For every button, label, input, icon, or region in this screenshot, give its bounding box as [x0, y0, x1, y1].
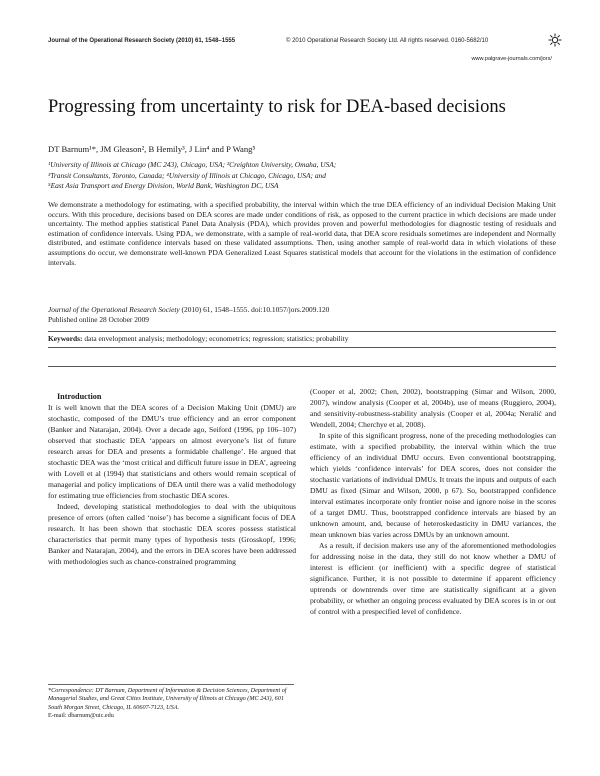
journal-citation-header: Journal of the Operational Research Society (2010) 61, 1548–1555	[48, 38, 236, 44]
body-paragraph: (Cooper et al, 2002; Chen, 2002), bootstrapping (Simar and Wilson, 2000, 2007), window analysis (Cooper et al, 2004b), use of means (Ruggiero, 2004), and sensitivity-robustness-stability analysis (Cooper et al, 2004a; Neralić and Wendell, 2004; Cherchye et al, 2008).	[310, 387, 556, 429]
author-list: DT Barnum¹*, JM Gleason², B Hemily³, J Lin⁴ and P Wang⁵	[48, 144, 256, 154]
correspondence-footnote	[48, 687, 294, 721]
correspondence-text: *Correspondence: DT Barnum, Department of Information & Decision Sciences, Department of Managerial Studies, and Great Cities Institute, University of Illinois at Chicago (MC 243), 601 South Morgan Street, Chicago, IL 60607-7123, USA.	[48, 687, 287, 711]
body-paragraph: In spite of this significant progress, none of the preceding methodologies can estimate, with a specified probability, the interval within which the true efficiency of an individual DMU occurs. Even conventional bootstrapping, which yields ‘confidence intervals’ for DEA scores, does not consider the stochastic variations of individual DMUs. It treats the inputs and outputs of each DMU as fixed (Simar and Wilson, 2000, p 67). So, bootstrapped confidence interval estimates incorporate only frontier noise and ignore noise in the scores of a target DMU. Thus, bootstrapped confidence intervals are biased by an unknown amount, and, because of heteroskedasticity in DMU variances, the mean unknown bias varies across DMUs by an unknown amount.	[310, 431, 556, 539]
keywords	[48, 334, 556, 343]
section-heading-introduction: Introduction	[57, 392, 102, 401]
citation-details[interactable]: (2010) 61, 1548–1555. doi:10.1057/jors.2009.120	[179, 305, 330, 314]
footnote-divider	[48, 684, 294, 685]
affiliation-line: ³Transit Consultants, Toronto, Canada; ⁴University of Illinois at Chicago, Chicago, USA; and	[48, 170, 326, 180]
article-title: Progressing from uncertainty to risk for DEA-based decisions	[48, 97, 506, 117]
divider	[48, 347, 556, 348]
body-paragraph: As a result, if decision makers use any of the aforementioned methodologies for addressing noise in the data, they still do not know whether a DMU of interest is efficient (or inefficient) with a specific degree of statistical significance. Further, it is not possible to determine if apparent efficiency uptrends or downtrends over time are statistically significant at a given probability, or whether an ongoing process evaluated by DEA scores is in or out of control with a prespecified level of confidence.	[310, 541, 556, 616]
divider	[48, 366, 556, 367]
keywords-label: Keywords:	[48, 334, 83, 343]
left-column	[48, 391, 296, 567]
correspondence-email[interactable]: E-mail: dbarnum@uic.edu	[48, 712, 114, 720]
journal-url[interactable]: www.palgrave-journals.com/jors/	[471, 56, 552, 62]
right-column	[310, 386, 556, 617]
affiliation-line: ¹University of Illinois at Chicago (MC 243), Chicago, USA; ²Creighton University, Omaha, USA;	[48, 160, 337, 169]
body-paragraph: Indeed, developing statistical methodologies to deal with the ubiquitous presence of errors (often called ‘noise’) has become a significant focus of DEA research. It has been shown that stochastic DEA scores possess statistical characteristics that permit many types of hypothesis tests (Grosskopf, 1996; Banker and Natarajan, 2004), and the errors in DEA scores have been addressed with methodologies such as chance-constrained programming	[48, 502, 296, 566]
article-citation	[48, 305, 556, 324]
abstract: We demonstrate a methodology for estimating, with a specified probability, the interval within which the true DEA efficiency of an individual Decision Making Unit occurs. With this procedure, decisions based on DEA scores are made under conditions of risk, as opposed to the current practice in which decisions are made under uncertainty. The method applies statistical Panel Data Analysis (PDA), which provides proven and powerful methodologies for diagnostic testing of residuals and estimation of confidence intervals. Using PDA, we demonstrate, with a sample of real-world data, that DEA score residuals sometimes are independent and Normally distributed, and estimate confidence intervals based on these validated assumptions. Then, using another sample of real-world data in which violations of these assumptions do occur, we demonstrate well-known PDA Generalized Least Squares statistical models that account for the violations in the estimation of confidence intervals.	[48, 200, 556, 267]
keywords-list: data envelopment analysis; methodology; econometrics; regression; statistics; probability	[82, 334, 349, 343]
published-date: Published online 28 October 2009	[48, 314, 149, 324]
affiliation-line: ⁵East Asia Transport and Energy Division, World Bank, Washington DC, USA	[48, 181, 279, 190]
copyright-notice: © 2010 Operational Research Society Ltd. All rights reserved. 0160-5682/10	[286, 38, 489, 44]
citation-journal: Journal of the Operational Research Society	[48, 305, 180, 314]
publisher-logo-icon	[548, 33, 562, 47]
body-paragraph: It is well known that the DEA scores of a Decision Making Unit (DMU) are stochastic, composed of the DMU’s true efficiency and an error component (Banker and Natarajan, 2004). Over a decade ago, Seiford (1996, pp 106–107) observed that stochastic DEA ‘appears on almost everyone’s list of future research areas for DEA and presents a formidable challenge’. He argued that stochastic DEA was the ‘most critical and difficult future issue in DEA’, agreeing with Lovell et al (1994) that statisticians and others would remain sceptical of managerial and policy implications of DEA until there was a valid methodology for estimating true efficiencies from stochastic DEA scores.	[48, 403, 296, 500]
divider	[48, 331, 556, 332]
